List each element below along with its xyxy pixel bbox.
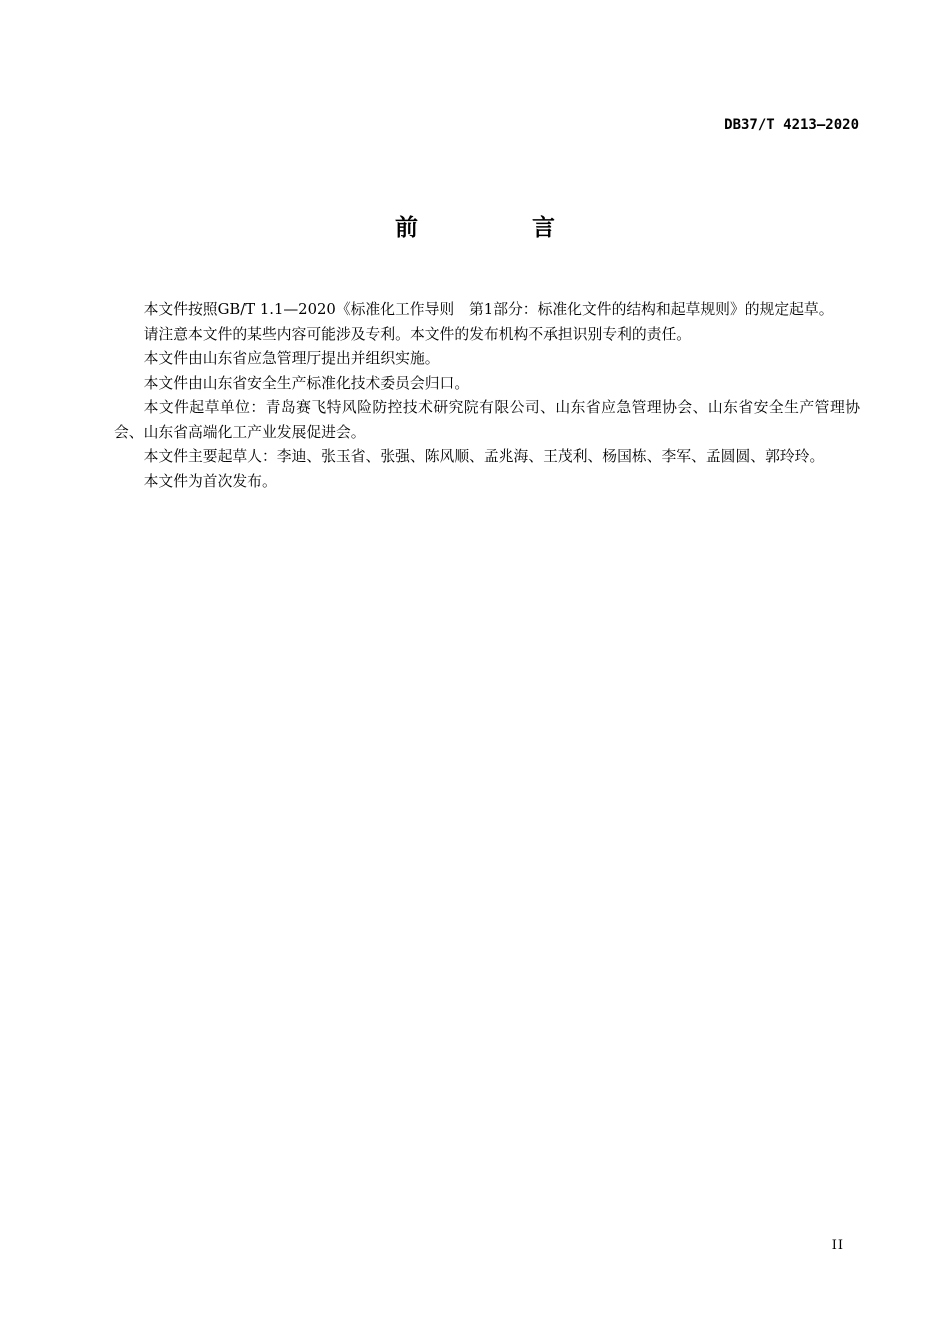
paragraph-first-release: 本文件为首次发布。 xyxy=(143,472,277,490)
foreword-body xyxy=(114,298,860,494)
page-title: 前 言 xyxy=(394,215,608,241)
paragraph-drafting-units: 本文件起草单位：青岛赛飞特风险防控技术研究院有限公司、山东省应急管理协会、山东省安全生产管理协会、山东省高端化工产业发展促进会。 xyxy=(114,399,860,441)
paragraph-proposer: 本文件由山东省应急管理厅提出并组织实施。 xyxy=(143,350,440,367)
paragraph-committee: 本文件由山东省安全生产标准化技术委员会归口。 xyxy=(143,374,470,392)
paragraph-drafting-rules: 本文件按照GB/T 1.1—2020《标准化工作导则 第1部分：标准化文件的结构和起草规则》的规定起草。 xyxy=(143,301,834,318)
page-number: II xyxy=(831,1238,844,1253)
paragraph-patent-notice: 请注意本文件的某些内容可能涉及专利。本文件的发布机构不承担识别专利的责任。 xyxy=(143,325,692,343)
document-code: DB37/T 4213—2020 xyxy=(724,117,859,133)
paragraph-drafters: 本文件主要起草人：李迪、张玉省、张强、陈风顺、孟兆海、王茂利、杨国栋、李军、孟圆圆、郭玲玲。 xyxy=(143,448,825,465)
